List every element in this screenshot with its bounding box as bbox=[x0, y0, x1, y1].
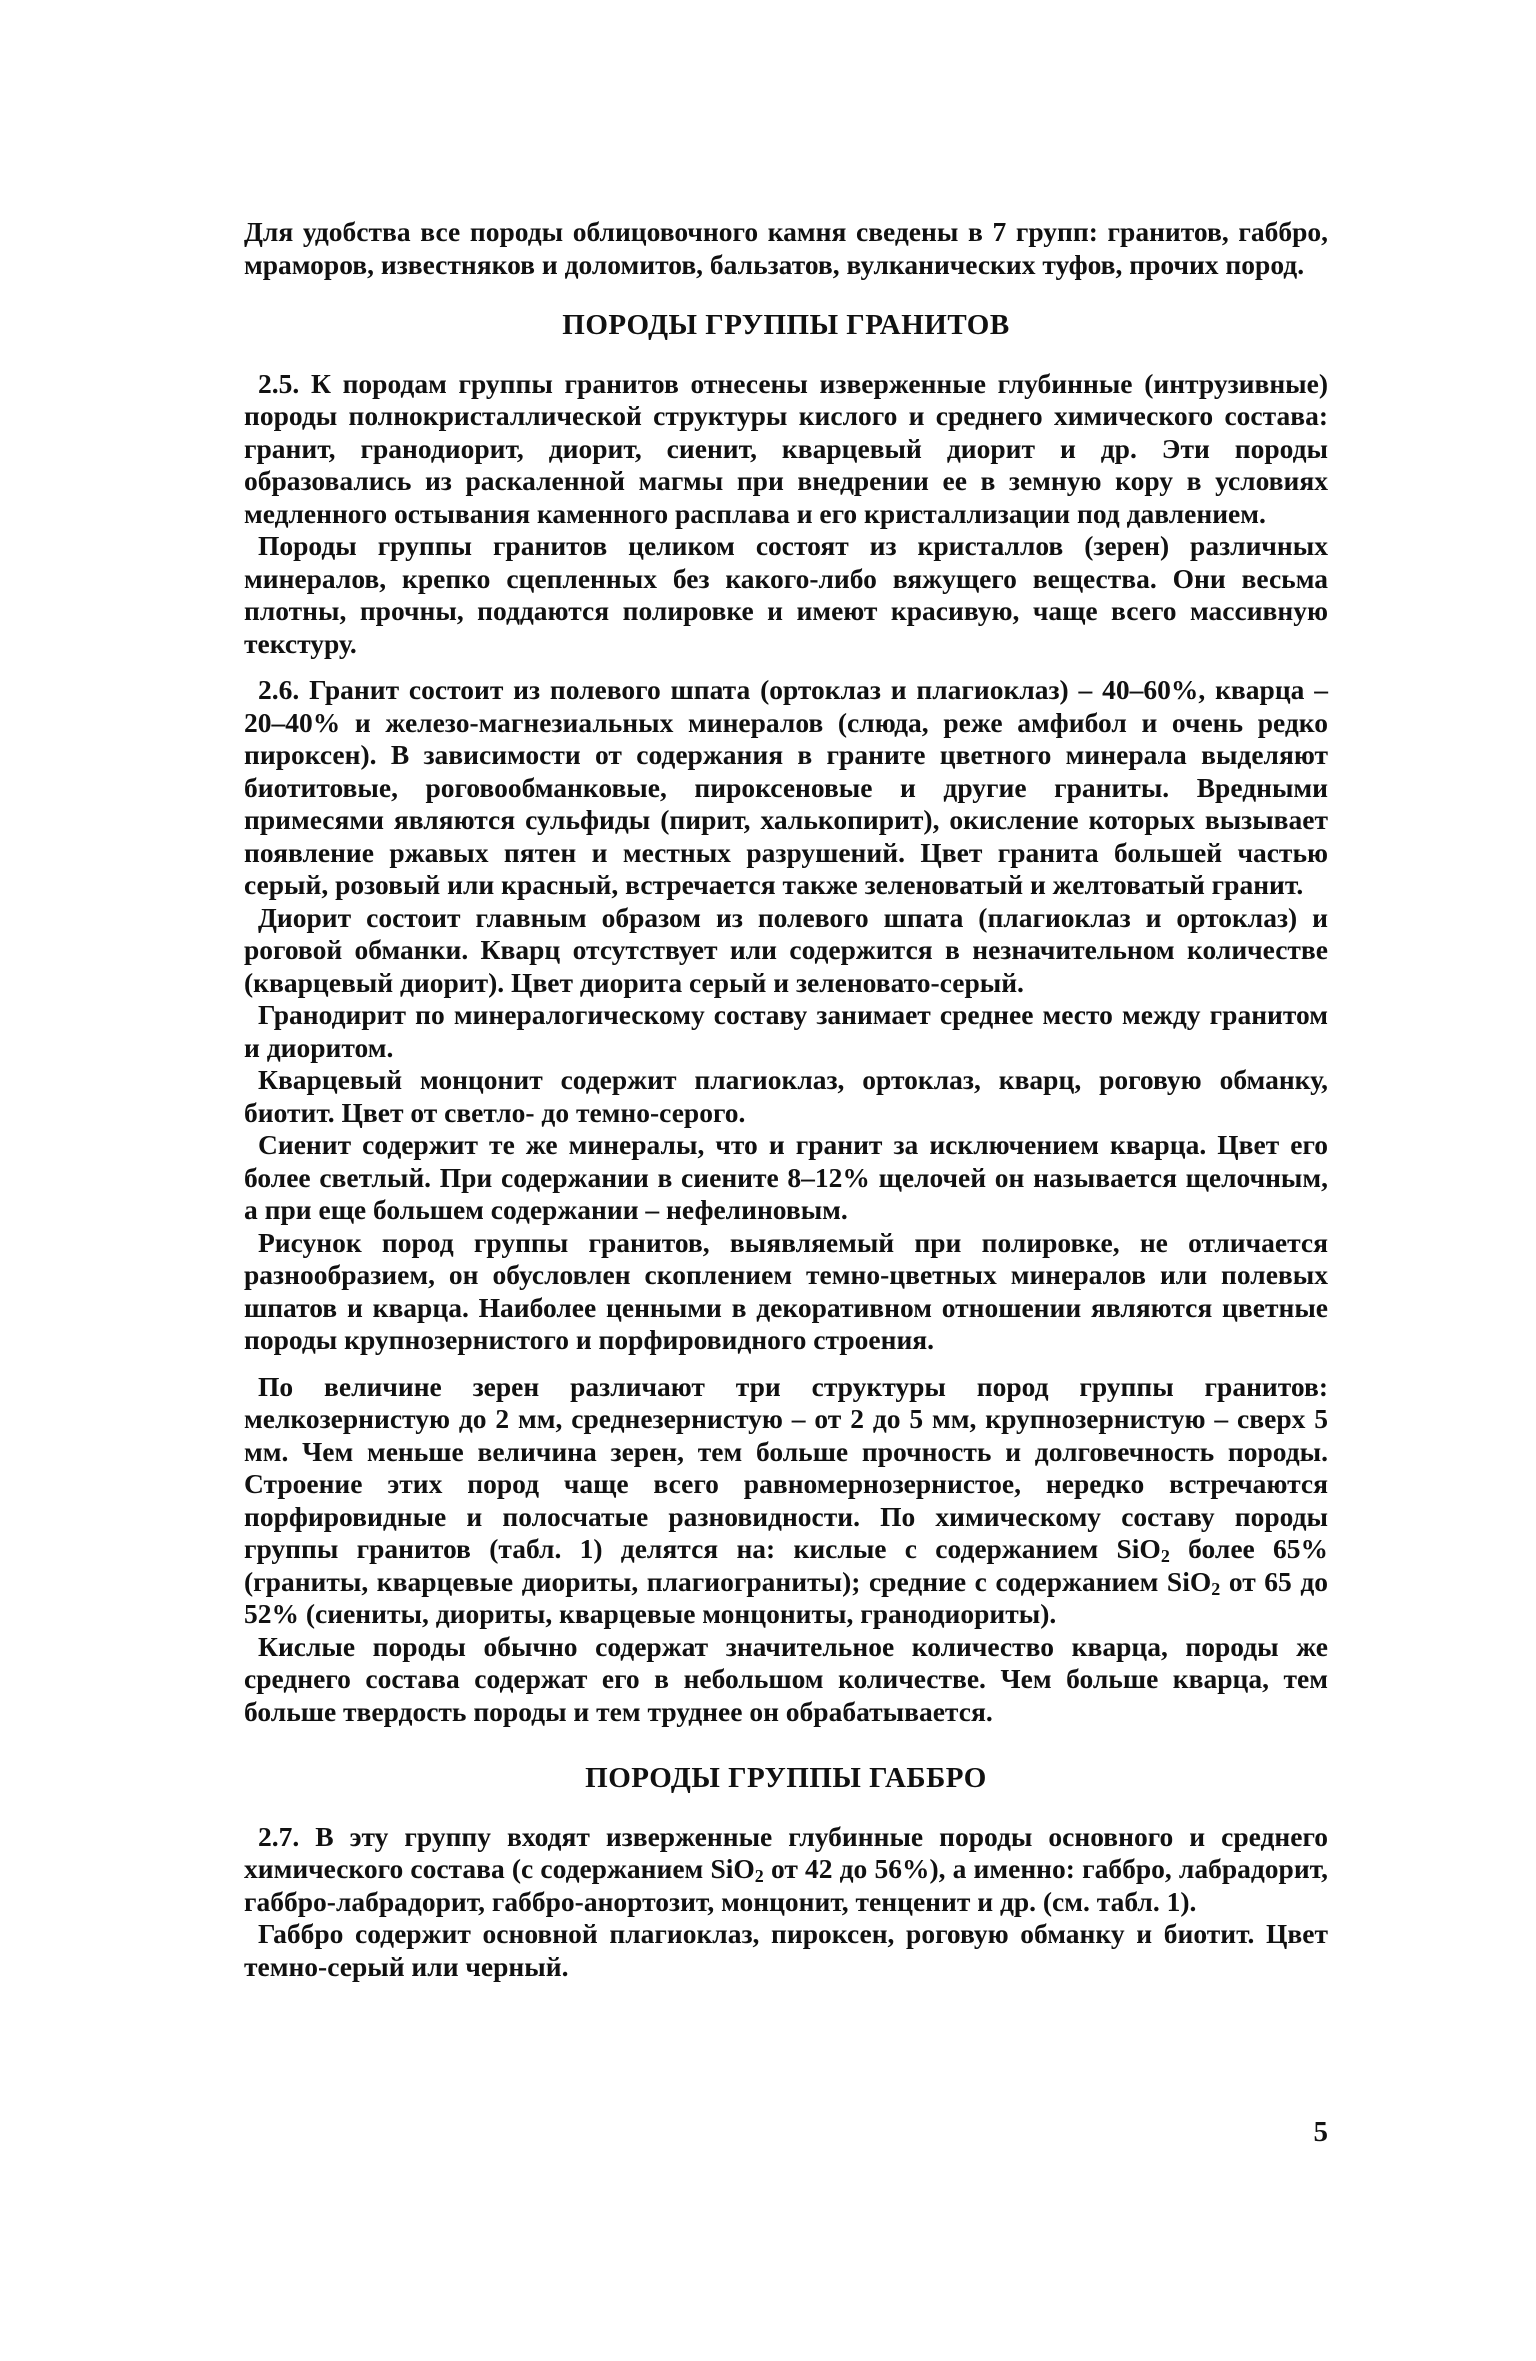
formula-sio2: SiO$_2$ bbox=[1116, 1533, 1170, 1566]
paragraph-syenite: Сиенит содержит те же минералы, что и гранит за исключением кварца. Цвет его более светлый. При содержании в сиените 8–12% щелочей он называется щелочным, а при еще большем содержании – нефелиновым. bbox=[244, 1129, 1328, 1225]
formula-sio2: SiO$_2$ bbox=[1166, 1565, 1221, 1599]
grain-structure-text-2: более 65% (граниты, кварцевые диориты, плагиограниты); средние с содержанием bbox=[244, 1533, 1329, 1597]
paragraph-diorite: Диорит состоит главным образом из полевого шпата (плагиоклаз и ортоклаз) и роговой обманки. Кварц отсутствует или содержится в незначительном количестве (кварцевый диорит). Цвет диорита серый и зеленовато-серый. bbox=[244, 901, 1328, 998]
paragraph-granite-crystals: Породы группы гранитов целиком состоят из кристаллов (зерен) различных минералов, крепко сцепленных без какого-либо вяжущего вещества. Они весьма плотны, прочны, поддаются полировке и имеют красивую, чаще всего массивную текстуру. bbox=[244, 530, 1328, 659]
paragraph-gabbro-composition: Габбро содержит основной плагиоклаз, пироксен, роговую обманку и биотит. Цвет темно-серый или черный. bbox=[244, 1918, 1328, 1982]
section-heading-granite: ПОРОДЫ ГРУППЫ ГРАНИТОВ bbox=[562, 309, 1010, 341]
paragraph-2-6: 2.6. Гранит состоит из полевого шпата (ортоклаз и плагиоклаз) – 40–60%, кварца – 20–40% и железо-магнезиальных минералов (слюда, реже амфибол и очень редко пироксен). В зависимости от содержания в граните цветного минерала выделяют биотитовые, роговообманковые, пироксеновые и другие граниты. Вредными примесями являются сульфиды (пирит, халькопирит), окисление которых вызывает появление ржавых пятен и местных разрушений. Цвет гранита большей частью серый, розовый или красный, встречается также зеленоватый и желтоватый гранит. bbox=[244, 674, 1328, 900]
grain-structure-text: По величине зерен различают три структуры пород группы гранитов: мелкозернистую до 2 мм, среднезернистую – от 2 до 5 мм, крупнозернистую – сверх 5 мм. Чем меньше величина зерен, тем больше прочность и долговечность породы. Строение этих пород чаще всего равномернозернистое, нередко встречаются порфировидные и полосчатые разновидности. По химическому составу породы группы гранитов (табл. 1) делятся на: кислые с содержанием bbox=[244, 1370, 1328, 1564]
paragraph-quartz-monzonite: Кварцевый монцонит содержит плагиоклаз, ортоклаз, кварц, роговую обманку, биотит. Цвет от светло- до темно-серого. bbox=[244, 1064, 1328, 1128]
paragraph-pattern: Рисунок пород группы гранитов, выявляемый при полировке, не отличается разнообразием, он обусловлен скоплением темно-цветных минералов или полевых шпатов и кварца. Наиболее ценными в декоративном отношении являются цветные породы крупнозернистого и порфировидного строения. bbox=[244, 1226, 1328, 1355]
paragraph-2-7 bbox=[244, 1821, 1328, 1919]
section-heading-gabbro: ПОРОДЫ ГРУППЫ ГАББРО bbox=[585, 1762, 987, 1794]
gabbro-text-2: от 42 до 56%), а именно: габбро, лабрадорит, габбро-лабрадорит, габбро-анортозит, монцонит, тенценит и др. (см. табл. 1). bbox=[244, 1853, 1328, 1917]
intro-paragraph: Для удобства все породы облицовочного камня сведены в 7 групп: гранитов, габбро, мраморов, известняков и доломитов, бальзатов, вулканических туфов, прочих пород. bbox=[244, 216, 1328, 280]
paragraph-2-5: 2.5. К породам группы гранитов отнесены изверженные глубинные (интрузивные) породы полнокристаллической структуры кислого и среднего химического состава: гранит, гранодиорит, диорит, сиенит, кварцевый диорит и др. Эти породы образовались из раскаленной магмы при внедрении ее в земную кору в условиях медленного остывания каменного расплава и его кристаллизации под давлением. bbox=[244, 367, 1328, 529]
gabbro-text: 2.7. В эту группу входят изверженные глубинные породы основного и среднего химического состава (с содержанием bbox=[244, 1820, 1328, 1884]
page-body bbox=[244, 216, 1328, 1983]
paragraph-granodiorite: Гранодирит по минералогическому составу занимает среднее место между гранитом и диоритом. bbox=[244, 999, 1328, 1063]
formula-sio2: SiO$_2$ bbox=[710, 1853, 764, 1886]
grain-structure-text-3: от 65 до 52% (сиениты, диориты, кварцевые монцониты, гранодиориты). bbox=[244, 1565, 1329, 1629]
page-number: 5 bbox=[1313, 2116, 1328, 2148]
paragraph-grain-structure bbox=[244, 1371, 1328, 1631]
paragraph-acid-rocks: Кислые породы обычно содержат значительное количество кварца, породы же среднего состава содержат его в небольшом количестве. Чем больше кварца, тем больше твердость породы и тем труднее он обрабатывается. bbox=[244, 1630, 1328, 1727]
